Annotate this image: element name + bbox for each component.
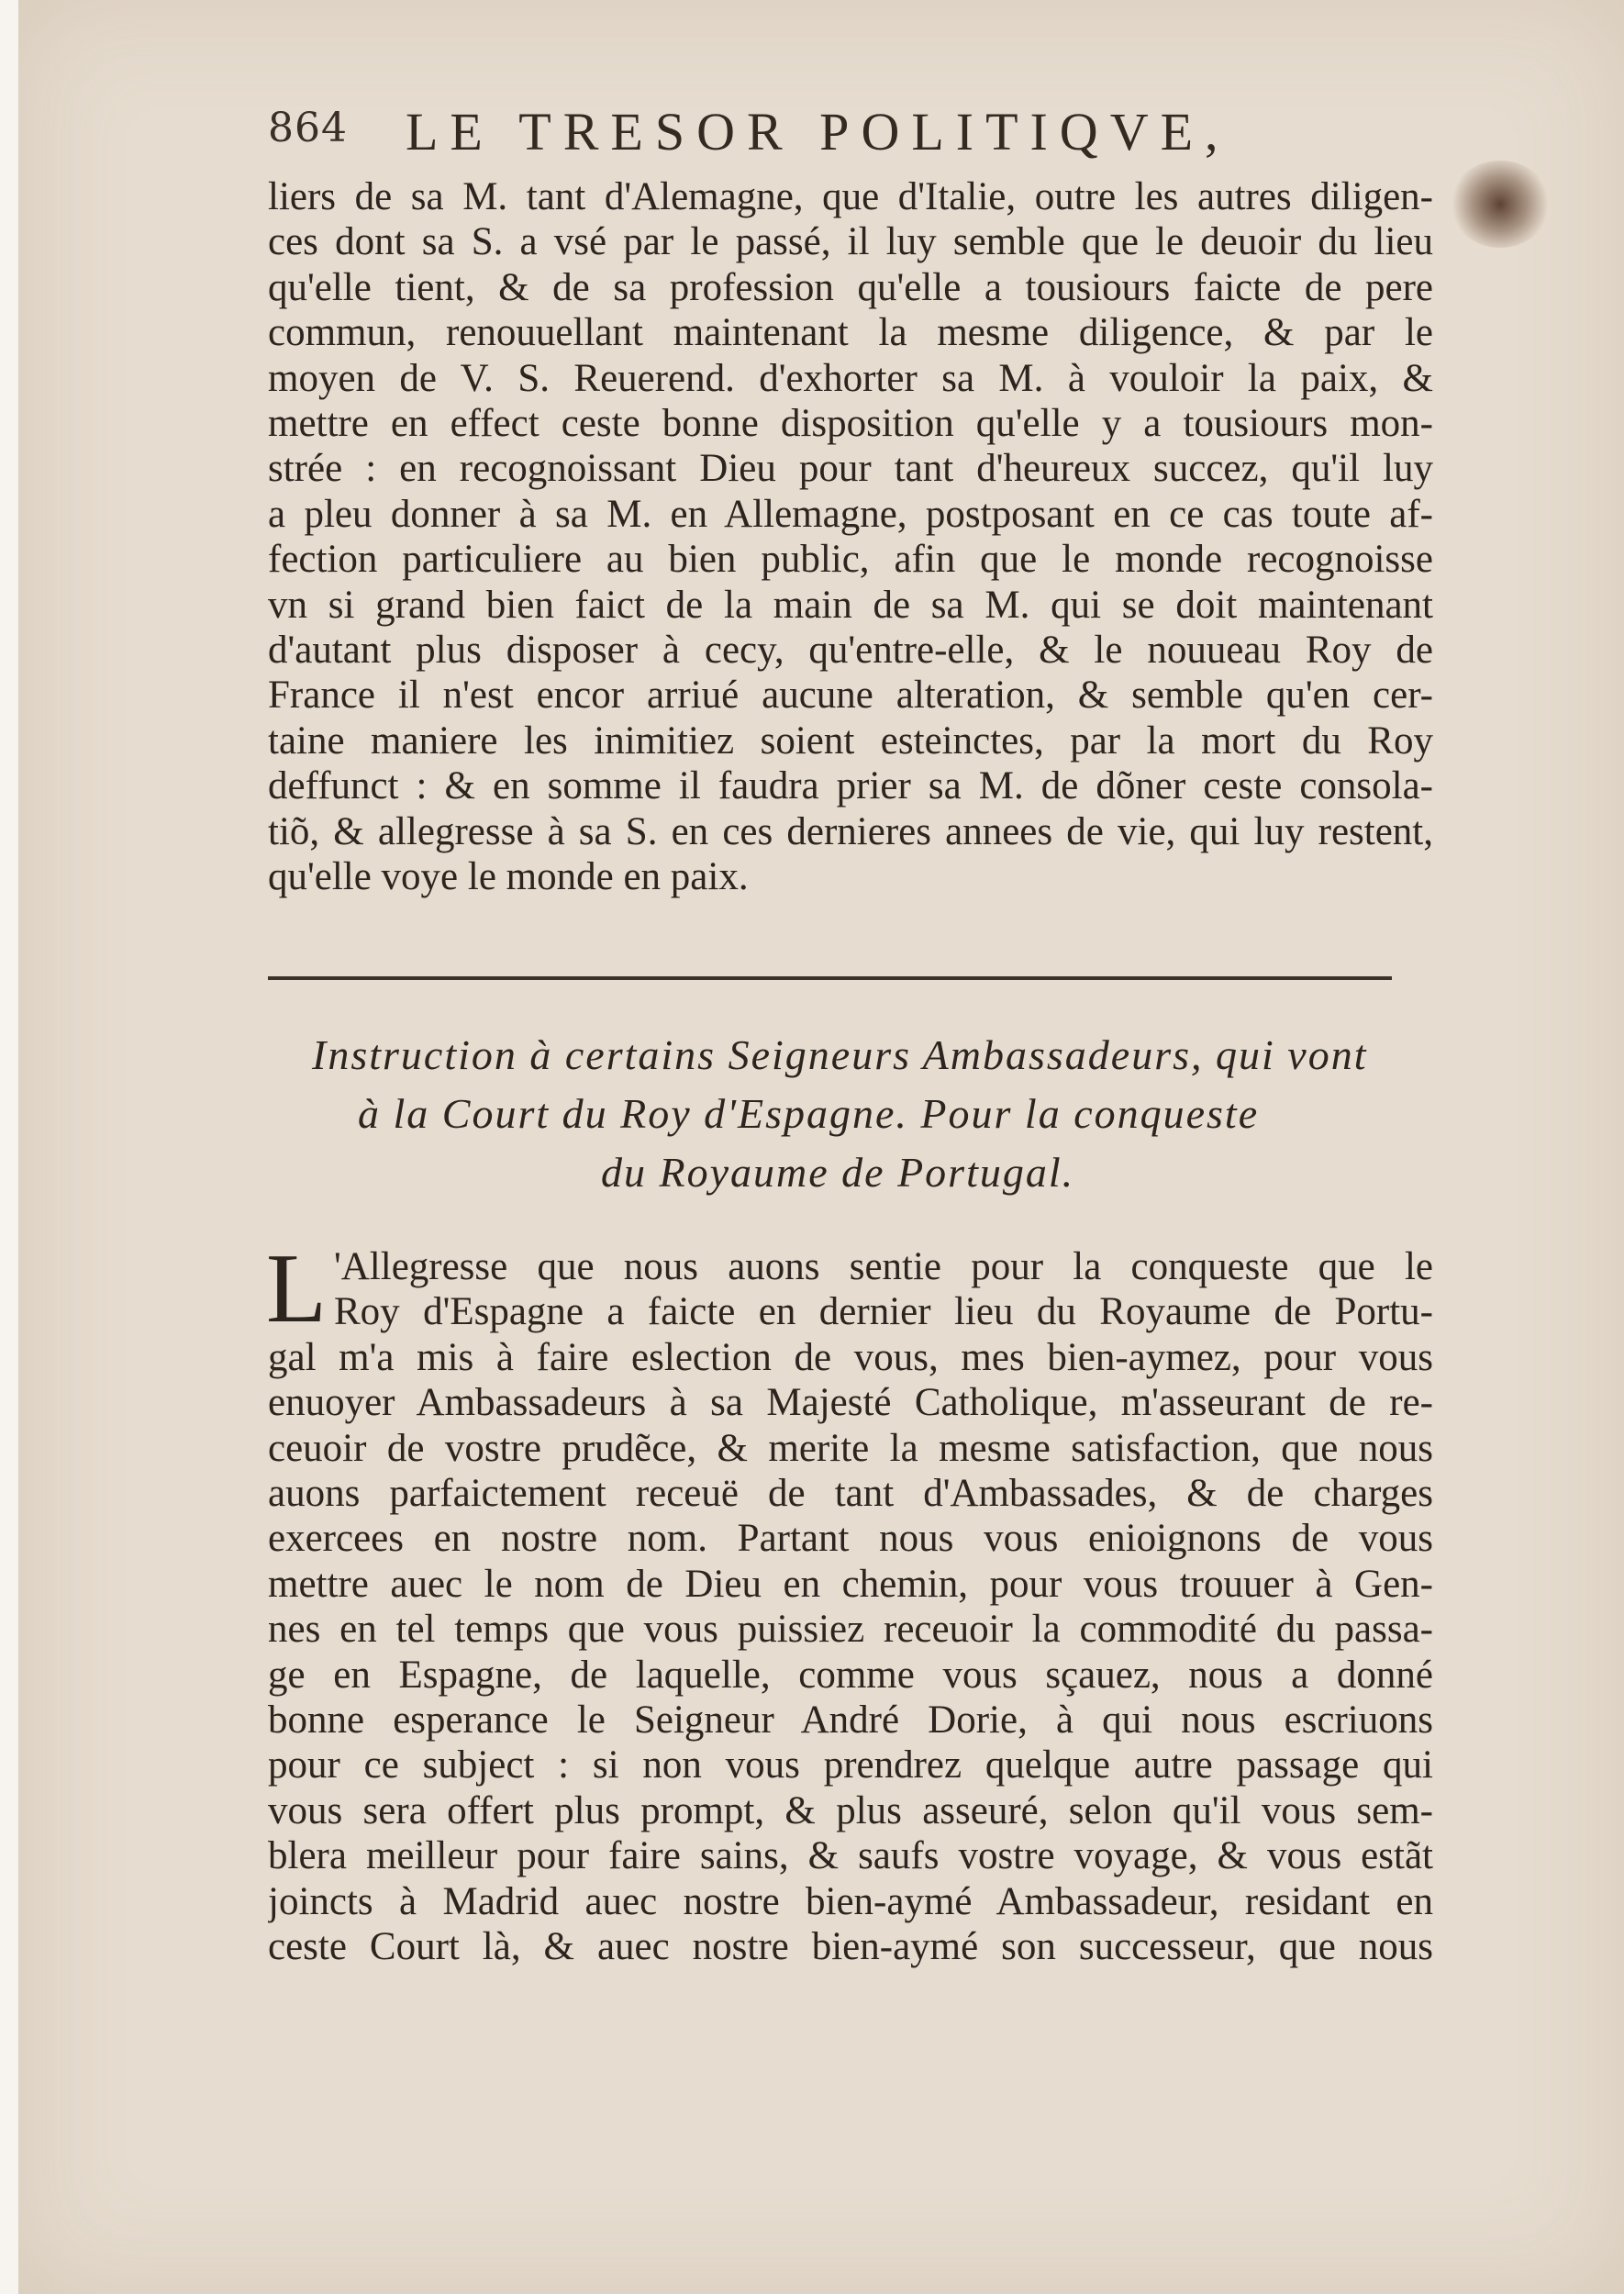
text-line: ces dont sa S. a vsé par le passé, il luy semble que le deuoir du lieu bbox=[268, 220, 1433, 264]
text-line: vn si grand bien faict de la main de sa M. qui se doit maintenant bbox=[268, 583, 1433, 627]
drop-cap: L bbox=[266, 1234, 327, 1343]
page-margin-edge bbox=[0, 0, 18, 2294]
text-line: moyen de V. S. Reuerend. d'exhorter sa M. à vouloir la paix, & bbox=[268, 356, 1433, 400]
text-line: tiõ, & allegresse à sa S. en ces dernieres annees de vie, qui luy restent, bbox=[268, 809, 1433, 853]
text-line: exercees en nostre nom. Partant nous vous enioignons de vous bbox=[268, 1517, 1433, 1561]
title-line: du Royaume de Portugal. bbox=[601, 1149, 1075, 1196]
text-line: mettre en effect ceste bonne disposition qu'elle y a tousiours mon- bbox=[268, 402, 1433, 446]
text-line: a pleu donner à sa M. en Allemagne, postposant en ce cas toute af- bbox=[268, 492, 1433, 536]
text-line: qu'elle tient, & de sa profession qu'elle a tousiours faicte de pere bbox=[268, 265, 1433, 309]
running-title: LE TRESOR POLITIQVE, bbox=[406, 102, 1230, 161]
text-line: ceste Court là, & auec nostre bien-aymé son successeur, que nous bbox=[268, 1925, 1433, 1969]
title-line: à la Court du Roy d'Espagne. Pour la conqueste bbox=[358, 1090, 1260, 1137]
text-line: taine maniere les inimitiez soient esteinctes, par la mort du Roy bbox=[268, 718, 1433, 763]
text-line: auons parfaictement receuë de tant d'Ambassades, & de charges bbox=[268, 1472, 1433, 1516]
text-line: enuoyer Ambassadeurs à sa Majesté Catholique, m'asseurant de re- bbox=[268, 1381, 1433, 1425]
text-line: fection particuliere au bien public, afin que le monde recognoisse bbox=[268, 538, 1433, 582]
text-line: ge en Espagne, de laquelle, comme vous sçauez, nous a donné bbox=[268, 1653, 1433, 1697]
text-line: bonne esperance le Seigneur André Dorie, à qui nous escriuons bbox=[268, 1698, 1433, 1743]
text-line: mettre auec le nom de Dieu en chemin, pour vous trouuer à Gen- bbox=[268, 1562, 1433, 1606]
text-line: France il n'est encor arriué aucune alteration, & semble qu'en cer- bbox=[268, 674, 1433, 718]
text-line: gal m'a mis à faire eslection de vous, mes bien-aymez, pour vous bbox=[268, 1335, 1433, 1379]
text-line: pour ce subject : si non vous prendrez quelque autre passage qui bbox=[268, 1743, 1433, 1787]
text-line: liers de sa M. tant d'Alemagne, que d'Italie, outre les autres diligen- bbox=[268, 175, 1433, 218]
text-line: nes en tel temps que vous puissiez receuoir la commodité du passa- bbox=[268, 1608, 1433, 1652]
section-divider bbox=[268, 976, 1392, 980]
text-line: joincts à Madrid auec nostre bien-aymé Ambassadeur, residant en bbox=[268, 1879, 1433, 1923]
text-line: d'autant plus disposer à cecy, qu'entre-elle, & le nouueau Roy de bbox=[268, 629, 1433, 673]
text-line: ceuoir de vostre prudẽce, & merite la mesme satisfaction, que nous bbox=[268, 1426, 1433, 1470]
paragraph-2 bbox=[266, 1234, 1433, 1970]
text-line: deffunct : & en somme il faudra prier sa M. de dõner ceste consola- bbox=[268, 764, 1433, 808]
page-header bbox=[268, 101, 1259, 165]
paragraph-1 bbox=[268, 174, 1433, 900]
text-line: qu'elle voye le monde en paix. bbox=[268, 855, 749, 899]
text-line: vous sera offert plus prompt, & plus asseuré, selon qu'il vous sem- bbox=[268, 1788, 1433, 1832]
text-line: commun, renouuellant maintenant la mesme diligence, & par le bbox=[268, 311, 1433, 355]
text-line: blera meilleur pour faire sains, & saufs vostre voyage, & vous estãt bbox=[268, 1834, 1433, 1878]
ink-stain bbox=[1450, 161, 1551, 248]
page-number: 864 bbox=[268, 105, 348, 151]
text-line: 'Allegresse que nous auons sentie pour la conqueste que le bbox=[334, 1245, 1433, 1288]
section-title bbox=[275, 1026, 1422, 1202]
text-line: strée : en recognoissant Dieu pour tant d'heureux succez, qu'il luy bbox=[268, 447, 1433, 491]
text-line: Roy d'Espagne a faicte en dernier lieu du Royaume de Portu- bbox=[334, 1290, 1433, 1334]
title-line: Instruction à certains Seigneurs Ambassadeurs, qui vont bbox=[312, 1031, 1368, 1078]
